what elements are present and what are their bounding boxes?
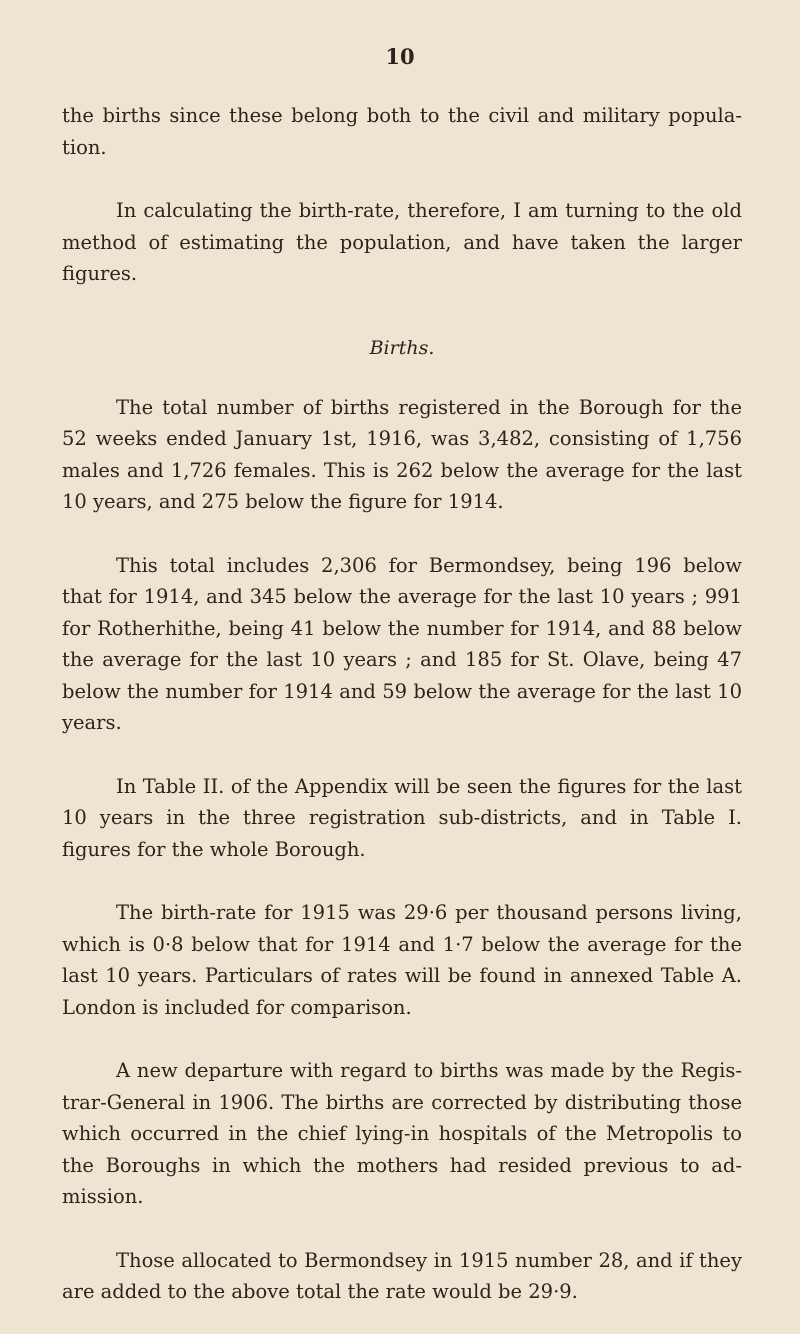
paragraph-total-births: The total number of births registered in the Borough for the 52 weeks ended January 1st, 1916, was 3,482, consisting of 1,756 males and 1,726 females. This is 262 below the average for the last 10 years, and 275 below the figure for 1914.	[62, 395, 742, 513]
paragraph-birth-rate-method: In calculating the birth-rate, therefore, I am turning to the old method of estimating the population, and have taken the larger figures.	[62, 199, 742, 285]
body-text	[62, 100, 742, 1308]
paragraph-continuation: the births since these belong both to the civil and military popula- tion.	[62, 104, 742, 159]
section-heading-births: Births.	[369, 336, 435, 359]
page-number: 10	[385, 44, 415, 69]
paragraph-allocated-births: Those allocated to Bermondsey in 1915 number 28, and if they are added to the above total the rate would be 29·9.	[62, 1248, 742, 1303]
paragraph-birth-rate: The birth-rate for 1915 was 29·6 per thousand persons living, which is 0·8 below that for 1914 and 1·7 below the average for the last 10 years. Particulars of rates will be found in annexed Table A. London is included for comparison.	[62, 901, 742, 1019]
paragraph-registrar-general: A new departure with regard to births was made by the Regis- trar-General in 1906. The births are corrected by distributing those which occurred in the chief lying-in hospitals of the Metropolis to the Boroughs in which the mothers had resided previous to ad- mission.	[62, 1059, 742, 1208]
paragraph-sub-district-totals: This total includes 2,306 for Bermondsey, being 196 below that for 1914, and 345 below the average for the last 10 years ; 991 for Rotherhithe, being 41 below the number for 1914, and 88 below the average for the last 10 years ; and 185 for St. Olave, being 47 below the number for 1914 and 59 below the average for the last 10 years.	[62, 553, 742, 734]
paragraph-appendix-tables: In Table II. of the Appendix will be seen the figures for the last 10 years in the three registration sub-districts, and in Table I. figures for the whole Borough.	[62, 774, 742, 861]
